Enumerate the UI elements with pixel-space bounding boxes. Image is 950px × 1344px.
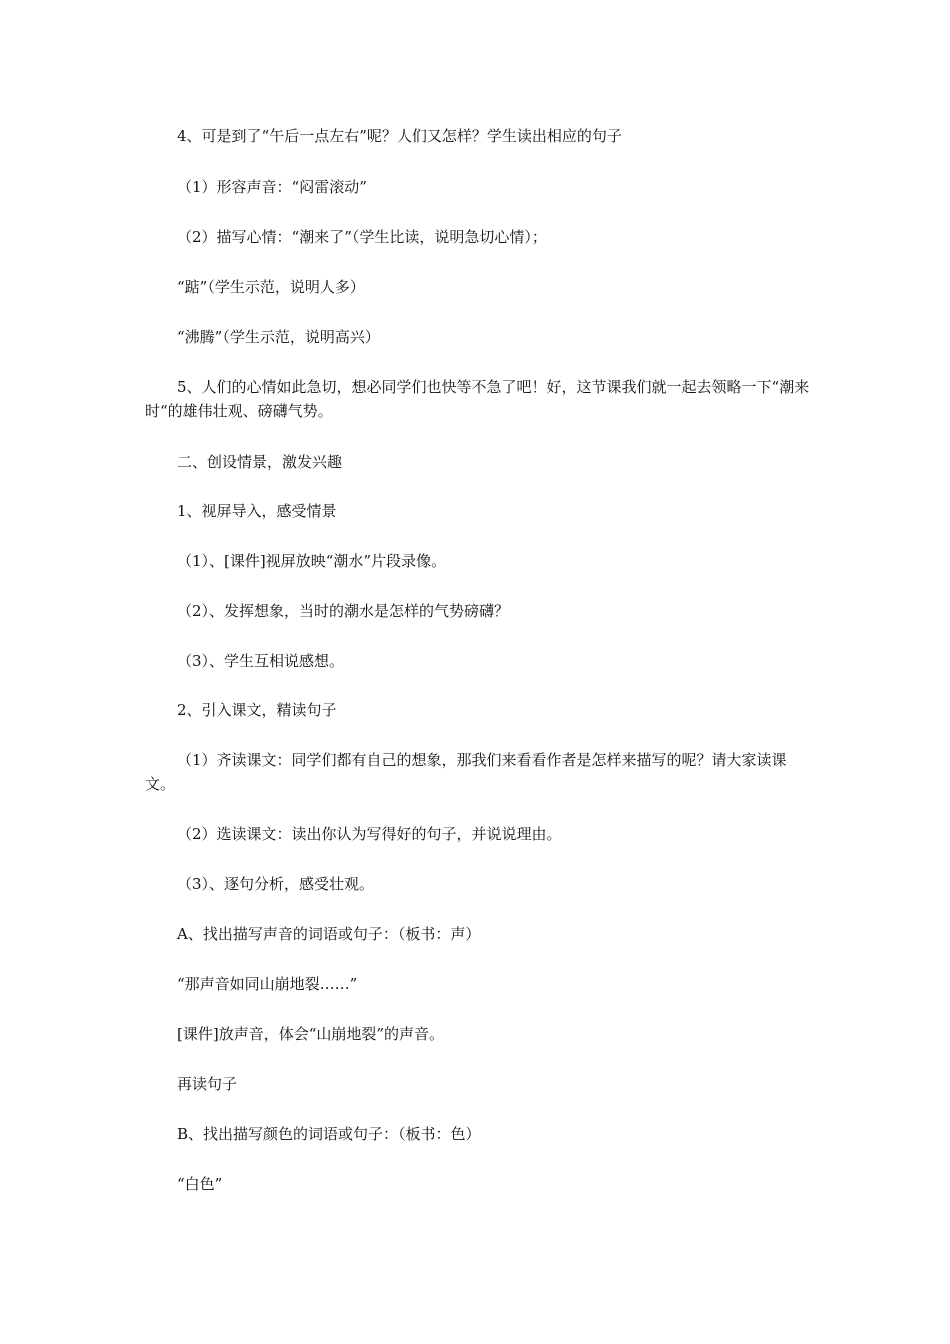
paragraph-13: （1）齐读课文：同学们都有自己的想象，那我们来看看作者是怎样来描写的呢？请大家读课文。	[145, 751, 787, 793]
paragraph-12: 2、引入课文，精读句子	[177, 701, 337, 719]
paragraph-10: （2）、发挥想象，当时的潮水是怎样的气势磅礴？	[177, 602, 510, 620]
paragraph-8: 1、视屏导入，感受情景	[177, 502, 337, 520]
paragraph-9: （1）、[课件]视屏放映“潮水”片段录像。	[177, 552, 447, 570]
paragraph-14: （2）选读课文：读出你认为写得好的句子，并说说理由。	[177, 825, 562, 843]
paragraph-15: （3）、逐句分析，感受壮观。	[177, 875, 375, 893]
paragraph-4: “踮”（学生示范，说明人多）	[177, 278, 365, 296]
paragraph-18: [课件]放声音，体会“山崩地裂”的声音。	[177, 1025, 445, 1043]
paragraph-2: （1）形容声音：“闷雷滚动”	[177, 178, 367, 196]
paragraph-3: （2）描写心情：“潮来了”（学生比读，说明急切心情）；	[177, 228, 547, 246]
paragraph-21: “白色”	[177, 1175, 223, 1193]
paragraph-19: 再读句子	[177, 1075, 238, 1093]
paragraph-11: （3）、学生互相说感想。	[177, 652, 345, 670]
paragraph-1: 4、可是到了“午后一点左右”呢？人们又怎样？学生读出相应的句子	[177, 127, 622, 145]
paragraph-5: “沸腾”（学生示范，说明高兴）	[177, 328, 380, 346]
section-heading: 二、创设情景，激发兴趣	[177, 453, 343, 471]
paragraph-16: A、找出描写声音的词语或句子：（板书：声）	[177, 925, 481, 943]
paragraph-6: 5、人们的心情如此急切，想必同学们也快等不急了吧！好，这节课我们就一起去领略一下“潮来时“的雄伟壮观、磅礴气势。	[145, 378, 810, 420]
paragraph-20: B、找出描写颜色的词语或句子：（板书：色）	[177, 1125, 481, 1143]
paragraph-17: “那声音如同山崩地裂……”	[177, 975, 358, 993]
